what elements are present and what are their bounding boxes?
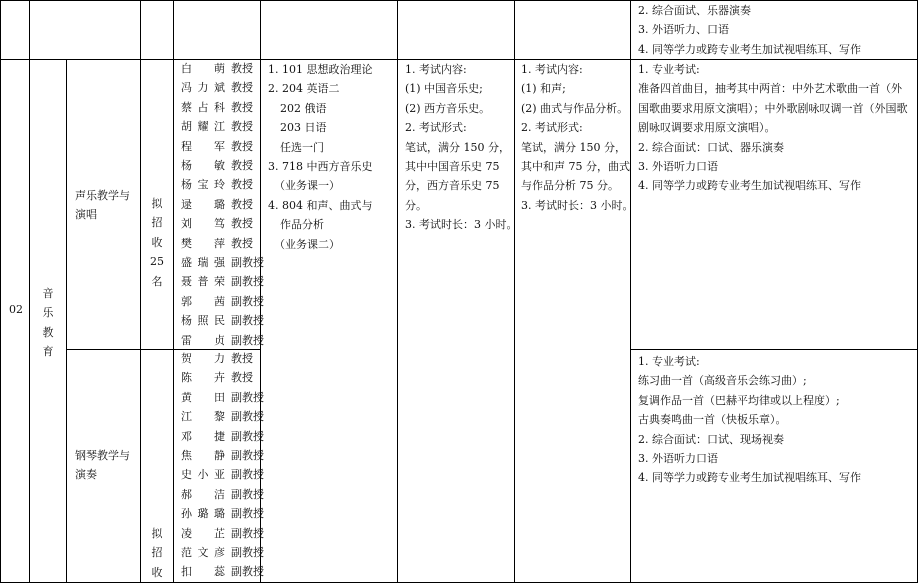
retest-line: 1. 专业考试:	[638, 355, 700, 368]
teacher-row	[181, 292, 264, 311]
teacher-row	[181, 117, 264, 136]
teacher-name: 杨照民	[181, 314, 225, 328]
teacher-title: 副教授	[231, 314, 264, 328]
teacher-title: 副教授	[231, 507, 264, 521]
teacher-title: 教授	[231, 120, 253, 134]
col-divider	[0, 0, 1, 583]
teacher-row	[181, 59, 264, 78]
teacher-title: 副教授	[231, 390, 264, 404]
teacher-title: 教授	[231, 371, 253, 385]
retest-line: 3. 外语听力口语	[638, 452, 718, 466]
retest-line: 2. 综合面试：口试、器乐演奏	[638, 140, 784, 154]
teacher-name: 史小亚	[181, 468, 225, 482]
retest-piano	[638, 352, 861, 488]
retest-line: 复调作品一首（巴赫平均律或以上程度）;	[638, 393, 840, 407]
teacher-name: 凌芷	[181, 526, 225, 540]
retest-vocal	[638, 60, 908, 196]
test-item: 2. 综合面试、乐器演奏	[638, 4, 751, 17]
col-divider	[140, 0, 141, 583]
retest-line: 古典奏鸣曲一首（快板乐章）。	[638, 413, 787, 427]
exam-subject: 1. 101 思想政治理论	[268, 63, 373, 76]
course-one-line: (2) 西方音乐史。	[405, 101, 491, 115]
retest-line: 4. 同等学力或跨专业考生加试视唱练耳、写作	[638, 179, 861, 193]
teacher-title: 副教授	[231, 449, 264, 463]
retest-line: 2. 综合面试：口试、现场视奏	[638, 432, 784, 446]
teacher-title: 教授	[231, 159, 253, 173]
exam-subject: 4. 804 和声、曲式与	[268, 198, 373, 212]
teacher-title: 教授	[231, 100, 253, 114]
teacher-name: 白萌	[181, 62, 225, 75]
teacher-row	[181, 253, 264, 272]
exam-subject: 203 日语	[280, 121, 327, 135]
teacher-row	[181, 156, 264, 175]
course-one-line: 分，西方音乐史 75	[405, 179, 500, 193]
teacher-row	[181, 504, 264, 523]
quota-vocal: 拟招收25名	[150, 197, 164, 288]
course-one-line: 3. 考试时长：3 小时。	[405, 218, 518, 232]
teacher-title: 副教授	[231, 565, 264, 579]
teacher-row	[181, 368, 264, 387]
teacher-name: 杨宝玲	[181, 178, 225, 192]
teacher-title: 副教授	[231, 256, 264, 270]
col-divider	[397, 0, 398, 583]
course-two-line: 与作品分析 75 分。	[521, 179, 619, 193]
exam-subject: （业务课二）	[274, 237, 340, 251]
course-two-line: 其中和声 75 分，曲式	[521, 160, 630, 174]
teacher-row	[181, 485, 264, 504]
teacher-title: 副教授	[231, 294, 264, 308]
retest-line: 3. 外语听力口语	[638, 160, 718, 174]
retest-line: 准备四首曲目，抽考其中两首：中外艺术歌曲一首（外	[638, 82, 902, 96]
teacher-title: 副教授	[231, 410, 264, 424]
teacher-row	[181, 427, 264, 446]
teacher-name: 贺力	[181, 352, 225, 365]
teacher-name: 盛瑞强	[181, 256, 225, 270]
exam-subject: 作品分析	[280, 218, 324, 232]
major-name-piano: 钢琴教学与演奏	[75, 449, 130, 482]
teacher-row	[181, 311, 264, 330]
teacher-title: 教授	[231, 62, 253, 75]
course-one-line: 1. 考试内容:	[405, 63, 467, 76]
teacher-name: 逯璐	[181, 197, 225, 211]
course-two-line: (2) 曲式与作品分析。	[521, 101, 629, 115]
teacher-row	[181, 195, 264, 214]
teacher-name: 胡耀江	[181, 120, 225, 134]
teacher-title: 副教授	[231, 429, 264, 443]
teacher-name: 程军	[181, 139, 225, 153]
exam-subject: 2. 204 英语二	[268, 82, 340, 96]
test-item: 4. 同等学力或跨专业考生加试视唱练耳、写作	[638, 42, 861, 56]
teacher-title: 教授	[231, 352, 253, 365]
course-one-line: 分。	[405, 198, 427, 212]
teacher-name: 刘笃	[181, 217, 225, 231]
teacher-name: 聂普荣	[181, 275, 225, 289]
teacher-name: 孙璐璐	[181, 507, 225, 521]
teacher-title: 教授	[231, 217, 253, 231]
test-item: 3. 外语听力、口语	[638, 23, 729, 37]
teacher-name: 蔡占科	[181, 100, 225, 114]
teacher-title: 教授	[231, 197, 253, 211]
teacher-row	[181, 388, 264, 407]
teacher-name: 范文彦	[181, 546, 225, 560]
teacher-row	[181, 562, 264, 581]
quota-piano: 拟招收	[151, 527, 163, 579]
course-one-line: 笔试，满分 150 分，	[405, 140, 510, 154]
exam-subject: （业务课一）	[274, 179, 340, 193]
exam-subject: 202 俄语	[280, 101, 327, 115]
teacher-name: 樊萍	[181, 236, 225, 250]
teacher-row	[181, 331, 264, 350]
teacher-row	[181, 272, 264, 291]
teacher-row	[181, 407, 264, 426]
course-one-details	[405, 60, 518, 235]
teacher-name: 焦静	[181, 449, 225, 463]
teacher-title: 教授	[231, 81, 253, 95]
teacher-row	[181, 349, 264, 368]
teacher-title: 教授	[231, 236, 253, 250]
teacher-row	[181, 98, 264, 117]
col-divider	[173, 0, 174, 583]
teacher-row	[181, 465, 264, 484]
teacher-title: 副教授	[231, 468, 264, 482]
teacher-name: 郭茜	[181, 294, 225, 308]
teacher-row	[181, 524, 264, 543]
teacher-list-piano	[181, 349, 264, 582]
col-divider	[66, 59, 67, 583]
teacher-title: 教授	[231, 178, 253, 192]
teacher-name: 郝洁	[181, 487, 225, 501]
retest-line: 剧咏叹调要求用原文演唱）。	[638, 121, 776, 135]
teacher-name: 扣蕊	[181, 565, 225, 579]
retest-line: 练习曲一首（高级音乐会练习曲）;	[638, 374, 807, 388]
teacher-title: 副教授	[231, 275, 264, 289]
teacher-row	[181, 543, 264, 562]
course-two-line: (1) 和声;	[521, 82, 566, 96]
course-two-details	[521, 60, 634, 215]
teacher-name: 冯力斌	[181, 81, 225, 95]
retest-line: 1. 专业考试:	[638, 63, 700, 76]
exam-subject: 任选一门	[280, 140, 324, 154]
course-two-line: 2. 考试形式:	[521, 121, 583, 135]
teacher-row	[181, 214, 264, 233]
course-two-line: 1. 考试内容:	[521, 63, 583, 76]
teacher-row	[181, 137, 264, 156]
course-one-line: 2. 考试形式:	[405, 121, 467, 135]
teacher-row	[181, 446, 264, 465]
row-divider-sub-retest	[630, 349, 918, 350]
teacher-title: 副教授	[231, 526, 264, 540]
course-one-line: 其中中国音乐史 75	[405, 160, 500, 174]
teacher-title: 教授	[231, 139, 253, 153]
teacher-name: 邓捷	[181, 429, 225, 443]
department-name: 音乐教育	[42, 287, 54, 359]
teacher-row	[181, 234, 264, 253]
teacher-row	[181, 175, 264, 194]
teacher-name: 江黎	[181, 410, 225, 424]
exam-subjects-vocal	[268, 60, 372, 254]
course-two-line: 笔试，满分 150 分，	[521, 140, 626, 154]
department-code: 02	[9, 303, 23, 316]
teacher-name: 杨敏	[181, 159, 225, 173]
teacher-list-vocal	[181, 59, 264, 350]
col-divider	[29, 0, 30, 583]
teacher-name: 陈卉	[181, 371, 225, 385]
teacher-name: 黄田	[181, 390, 225, 404]
retest-line: 国歌曲要求用原文演唱）；中外歌剧咏叹调一首（外国歌	[638, 101, 908, 115]
top-row-test-items	[638, 1, 861, 59]
course-one-line: (1) 中国音乐史;	[405, 82, 483, 96]
teacher-title: 副教授	[231, 487, 264, 501]
major-name-vocal: 声乐教学与演唱	[75, 189, 130, 222]
exam-subject: 3. 718 中西方音乐史	[268, 160, 373, 174]
retest-line: 4. 同等学力或跨专业考生加试视唱练耳、写作	[638, 471, 861, 485]
teacher-row	[181, 78, 264, 97]
course-two-line: 3. 考试时长：3 小时。	[521, 198, 634, 212]
teacher-title: 副教授	[231, 546, 264, 560]
teacher-name: 雷贞	[181, 333, 225, 347]
teacher-title: 副教授	[231, 333, 264, 347]
